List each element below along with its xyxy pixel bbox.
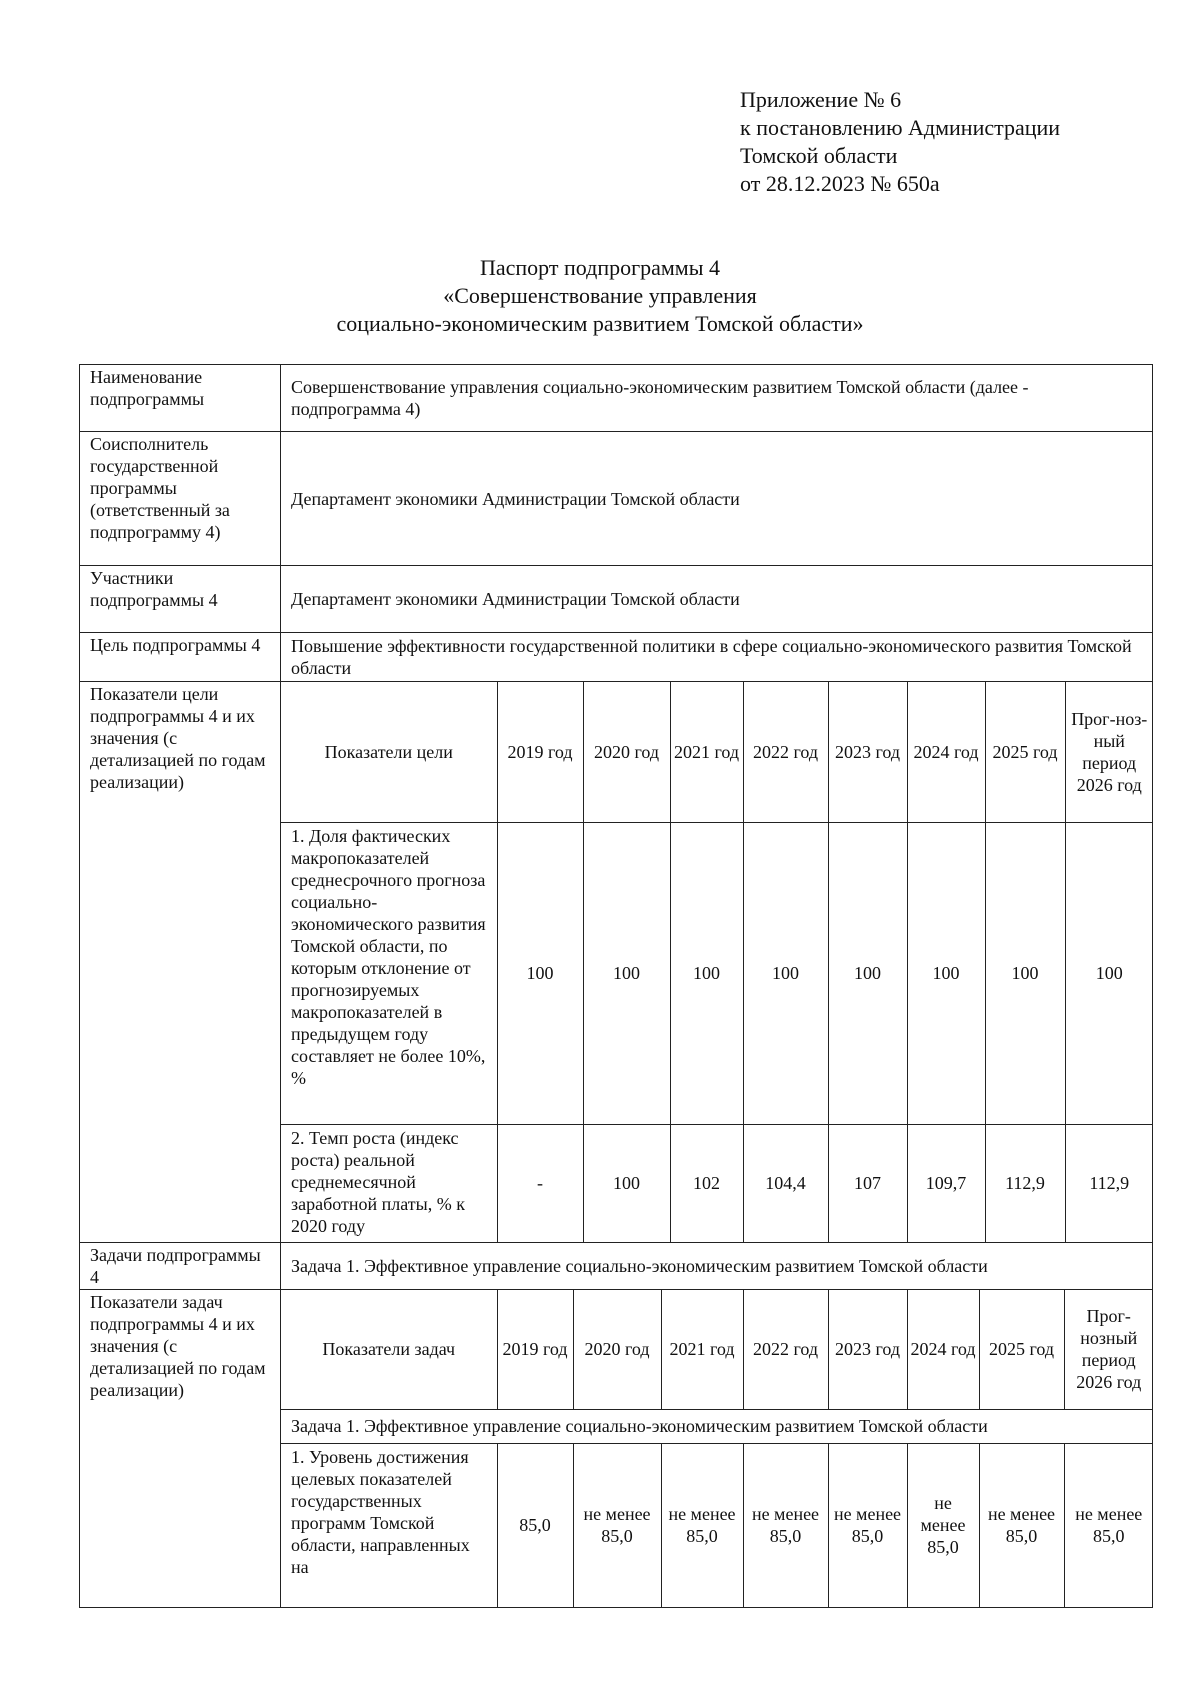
annex-line-4: от 28.12.2023 № 650а (740, 171, 940, 196)
indicator-value: 100 (828, 822, 907, 1124)
indicator-value: не менее 85,0 (828, 1443, 907, 1607)
name-value: Совершенствование управления социально-экономическим развитием Томской области (далее - подпрограмма 4) (281, 365, 1153, 432)
indicator-value: 102 (670, 1124, 743, 1242)
name-label: Наименование подпрограммы (80, 365, 281, 432)
indicator-value: 100 (670, 822, 743, 1124)
indicator-value: 107 (828, 1124, 907, 1242)
indicator-value: 100 (497, 822, 583, 1124)
participants-value: Департамент экономики Администрации Томской области (281, 566, 1153, 633)
tasks-label: Задачи подпрограммы 4 (80, 1243, 281, 1290)
task-header-row (281, 1290, 1153, 1409)
row-task-indicators (80, 1290, 1153, 1608)
goal-indicators-label: Показатели цели подпрограммы 4 и их значения (с детализацией по годам реализации) (80, 682, 281, 1243)
goal-header-year: 2021 год (670, 682, 743, 822)
task-indicators-cell (281, 1290, 1153, 1608)
coexecutor-label: Соисполнитель государственной программы (ответственный за подпрограмму 4) (80, 432, 281, 566)
indicator-value: 112,9 (985, 1124, 1065, 1242)
task-header-name: Показатели задач (281, 1290, 497, 1409)
goal-header-year: 2023 год (828, 682, 907, 822)
coexecutor-value: Департамент экономики Администрации Томской области (281, 432, 1153, 566)
table-row (281, 1124, 1153, 1242)
indicator-value: не менее 85,0 (907, 1443, 979, 1607)
task-header-year: 2020 год (573, 1290, 661, 1409)
title-line-2: «Совершенствование управления (443, 283, 757, 308)
task-indicators-label: Показатели задач подпрограммы 4 и их значения (с детализацией по годам реализации) (80, 1290, 281, 1608)
row-goal (80, 633, 1153, 682)
task-header-year: 2019 год (497, 1290, 573, 1409)
indicator-name: 2. Темп роста (индекс роста) реальной среднемесячной заработной платы, % к 2020 году (281, 1124, 497, 1242)
indicator-value: - (497, 1124, 583, 1242)
passport-table (79, 364, 1153, 1608)
indicator-value: не менее 85,0 (743, 1443, 828, 1607)
annex-line-2: к постановлению Администрации (740, 115, 1061, 140)
goal-header-year: 2019 год (497, 682, 583, 822)
goal-label: Цель подпрограммы 4 (80, 633, 281, 682)
task-subheader-row (281, 1409, 1153, 1443)
row-tasks (80, 1243, 1153, 1290)
table-row (281, 822, 1153, 1124)
goal-header-year: 2024 год (907, 682, 985, 822)
goal-header-forecast: Прог-ноз-ный период 2026 год (1065, 682, 1153, 822)
task-header-year: 2025 год (979, 1290, 1064, 1409)
indicator-value: 100 (743, 822, 828, 1124)
indicator-value: 85,0 (497, 1443, 573, 1607)
indicator-value: 109,7 (907, 1124, 985, 1242)
indicator-name: 1. Доля фактических макропоказателей среднесрочного прогноза социально-экономического развития Томской области, по которым отклонение от прогнозируемых макропоказателей в предыдущем году составляет не более 10%, % (281, 822, 497, 1124)
task-header-year: 2023 год (828, 1290, 907, 1409)
goal-header-year: 2022 год (743, 682, 828, 822)
goal-value: Повышение эффективности государственной политики в сфере социально-экономического развития Томской области (281, 633, 1153, 682)
indicator-value: 100 (907, 822, 985, 1124)
row-name (80, 365, 1153, 432)
document-title (0, 254, 1200, 338)
annex-line-3: Томской области (740, 143, 898, 168)
task-subheader: Задача 1. Эффективное управление социально-экономическим развитием Томской области (281, 1409, 1153, 1443)
indicator-value: не менее 85,0 (1064, 1443, 1153, 1607)
title-line-1: Паспорт подпрограммы 4 (479, 255, 721, 280)
tasks-value: Задача 1. Эффективное управление социально-экономическим развитием Томской области (281, 1243, 1153, 1290)
task-header-year: 2024 год (907, 1290, 979, 1409)
table-row (281, 1443, 1153, 1607)
goal-header-year: 2020 год (583, 682, 670, 822)
task-header-forecast: Прог-нозный период 2026 год (1064, 1290, 1153, 1409)
indicator-value: не менее 85,0 (573, 1443, 661, 1607)
row-participants (80, 566, 1153, 633)
indicator-value: 100 (583, 822, 670, 1124)
row-coexecutor (80, 432, 1153, 566)
annex-line-1: Приложение № 6 (740, 87, 902, 112)
goal-header-row (281, 682, 1153, 822)
task-indicators-table (281, 1290, 1153, 1607)
task-header-year: 2022 год (743, 1290, 828, 1409)
task-header-year: 2021 год (661, 1290, 743, 1409)
annex-block (740, 86, 1060, 198)
row-goal-indicators (80, 682, 1153, 1243)
goal-header-name: Показатели цели (281, 682, 497, 822)
indicator-name: 1. Уровень достижения целевых показателей государственных программ Томской области, направленных на (281, 1443, 497, 1607)
participants-label: Участники подпрограммы 4 (80, 566, 281, 633)
indicator-value: не менее 85,0 (661, 1443, 743, 1607)
indicator-value: 112,9 (1065, 1124, 1153, 1242)
title-line-3: социально-экономическим развитием Томской области» (336, 311, 864, 336)
indicator-value: 100 (1065, 822, 1153, 1124)
indicator-value: 100 (583, 1124, 670, 1242)
goal-header-year: 2025 год (985, 682, 1065, 822)
indicator-value: не менее 85,0 (979, 1443, 1064, 1607)
indicator-value: 104,4 (743, 1124, 828, 1242)
indicator-value: 100 (985, 822, 1065, 1124)
goal-indicators-table (281, 682, 1153, 1242)
goal-indicators-cell (281, 682, 1153, 1243)
